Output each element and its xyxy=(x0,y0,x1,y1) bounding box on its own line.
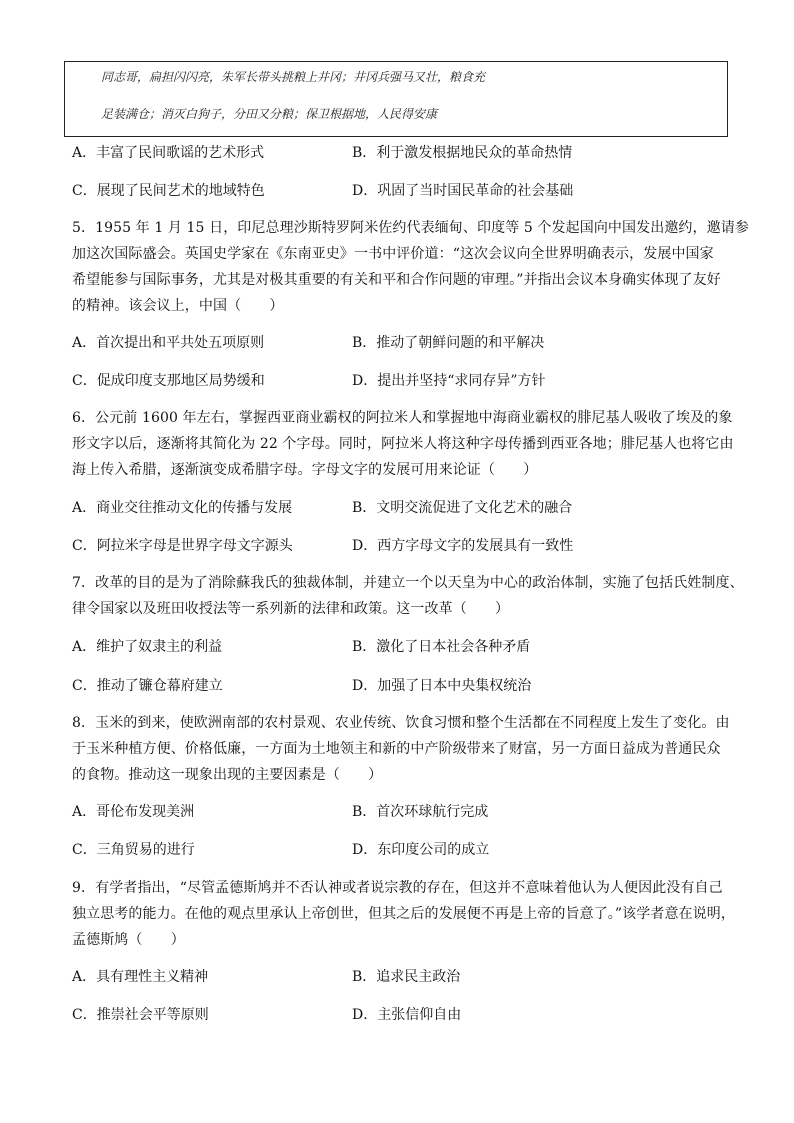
q7-stem-line: 7．改革的目的是为了消除蘇我氏的独裁体制，并建立一个以天皇为中心的政治体制，实施了包括氏姓制度、 xyxy=(72,575,744,591)
q5-option-b: B．推动了朝鲜问题的和平解决 xyxy=(352,335,545,351)
q9-option-d: D．主张信仰自由 xyxy=(352,1007,462,1023)
quote-line: 同志哥，扁担闪闪亮，朱军长带头挑粮上井冈；井冈兵强马又壮，粮食充 xyxy=(101,70,486,84)
q4-option-a: A．丰富了民间歌谣的艺术形式 xyxy=(72,145,265,161)
q9-stem-line: 9．有学者指出，“尽管孟德斯鸠并不否认神或者说宗教的存在，但这并不意味着他认为人便因此没有自己 xyxy=(72,880,723,896)
q5-option-d: D．提出并坚持“求同存异”方针 xyxy=(352,373,546,389)
q8-stem-line: 的食物。推动这一现象出现的主要因素是（ ） xyxy=(72,767,383,783)
q4-option-b: B．利于激发根据地民众的革命热情 xyxy=(352,145,573,161)
q5-option-a: A．首次提出和平共处五项原则 xyxy=(72,335,265,351)
q5-option-c: C．促成印度支那地区局势缓和 xyxy=(72,373,265,389)
q6-stem-line: 形文字以后，逐渐将其简化为 22 个字母。同时，阿拉米人将这种字母传播到西亚各地；腓尼基人也将它由 xyxy=(72,436,734,452)
quote-line: 足装满仓；消灭白狗子，分田又分粮；保卫根据地，人民得安康 xyxy=(101,107,438,121)
q8-option-b: B．首次环球航行完成 xyxy=(352,804,489,820)
q6-stem-line: 海上传入希腊，逐渐演变成希腊字母。字母文字的发展可用来论证（ ） xyxy=(72,462,538,478)
q6-stem-line: 6．公元前 1600 年左右，掌握西亚商业霸权的阿拉米人和掌握地中海商业霸权的腓尼基人吸收了埃及的象 xyxy=(72,410,733,426)
q9-stem-line: 独立思考的能力。在他的观点里承认上帝创世，但其之后的发展便不再是上帝的旨意了。”该学者意在说明， xyxy=(72,906,735,922)
q5-stem-line: 希望能参与国际事务，尤其是对极其重要的有关和平和合作问题的审理。”并指出会议本身确实体现了友好 xyxy=(72,272,721,288)
q7-option-b: B．激化了日本社会各种矛盾 xyxy=(352,639,531,655)
song-quote-box xyxy=(64,61,728,137)
q9-stem-line: 孟德斯鸠（ ） xyxy=(72,932,185,948)
q4-option-c: C．展现了民间艺术的地域特色 xyxy=(72,183,265,199)
q6-option-d: D．西方字母文字的发展具有一致性 xyxy=(352,538,574,554)
q7-option-d: D．加强了日本中央集权统治 xyxy=(352,678,532,694)
q8-option-d: D．东印度公司的成立 xyxy=(352,842,490,858)
q6-option-c: C．阿拉米字母是世界字母文字源头 xyxy=(72,538,293,554)
q7-stem-line: 律令国家以及班田收授法等一系列新的法律和政策。这一改革（ ） xyxy=(72,601,510,617)
q5-stem-line: 的精神。该会议上，中国（ ） xyxy=(72,298,284,314)
q5-stem-line: 5．1955 年 1 月 15 日，印尼总理沙斯特罗阿米佐约代表缅甸、印度等 5 个发起国向中国发出邀约，邀请参 xyxy=(72,220,749,236)
q9-option-b: B．追求民主政治 xyxy=(352,969,461,985)
q9-option-c: C．推崇社会平等原则 xyxy=(72,1007,209,1023)
q9-option-a: A．具有理性主义精神 xyxy=(72,969,209,985)
q8-option-c: C．三角贸易的进行 xyxy=(72,842,195,858)
q6-option-b: B．文明交流促进了文化艺术的融合 xyxy=(352,500,573,516)
q8-option-a: A．哥伦布发现美洲 xyxy=(72,804,195,820)
q5-stem-line: 加这次国际盛会。英国史学家在《东南亚史》一书中评价道：“这次会议向全世界明确表示，发展中国家 xyxy=(72,246,714,262)
q7-option-a: A．维护了奴隶主的利益 xyxy=(72,639,223,655)
q4-option-d: D．巩固了当时国民革命的社会基础 xyxy=(352,183,574,199)
q8-stem-line: 于玉米种植方便、价格低廉，一方面为土地领主和新的中产阶级带来了财富，另一方面日益成为普通民众 xyxy=(72,741,721,757)
q7-option-c: C．推动了镰仓幕府建立 xyxy=(72,678,223,694)
q8-stem-line: 8．玉米的到来，使欧洲南部的农村景观、农业传统、饮食习惯和整个生活都在不同程度上发生了变化。由 xyxy=(72,715,730,731)
q6-option-a: A．商业交往推动文化的传播与发展 xyxy=(72,500,293,516)
